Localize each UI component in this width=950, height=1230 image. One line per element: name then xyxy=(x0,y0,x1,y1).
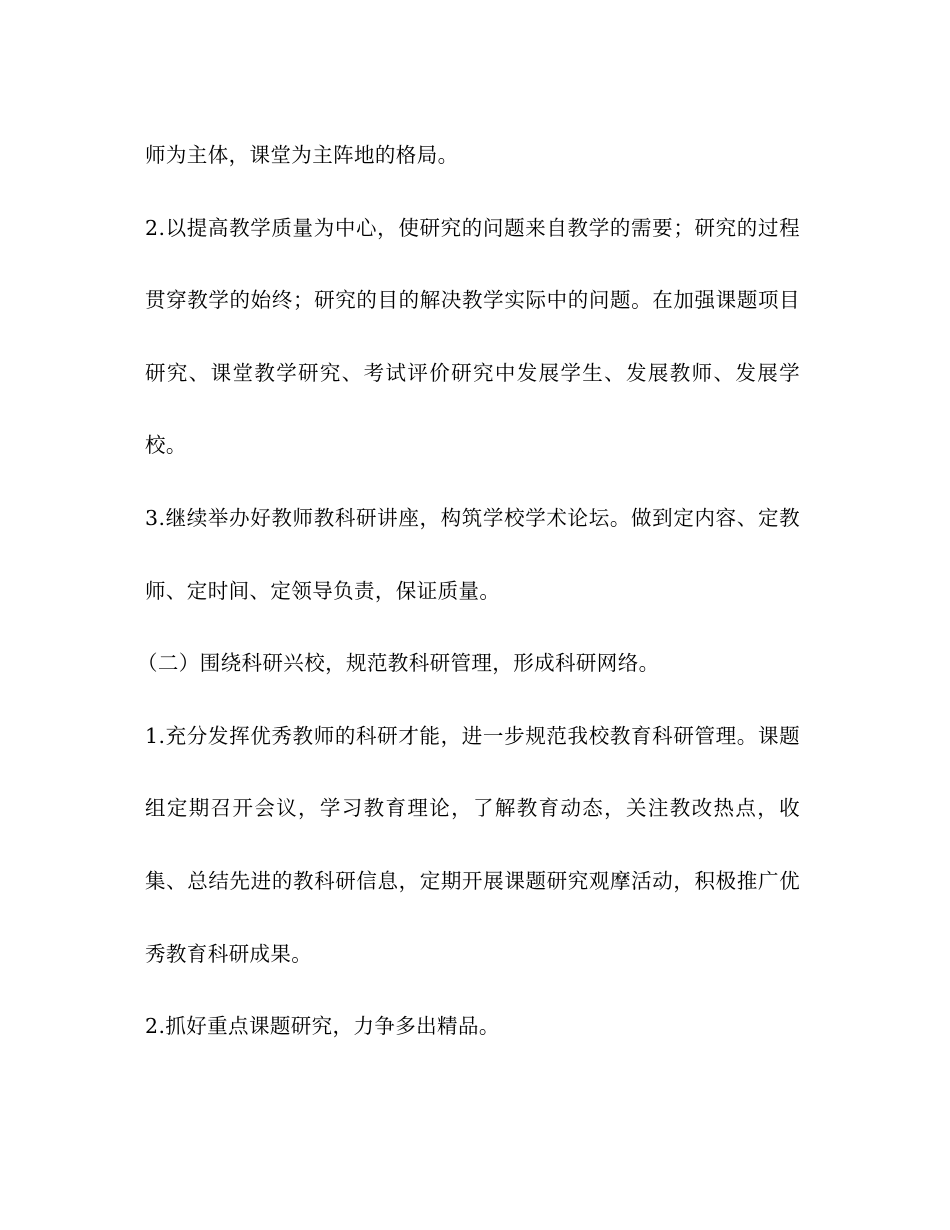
paragraph-item-3-lectures: 3.继续举办好教师教科研讲座，构筑学校学术论坛。做到定内容、定教师、定时间、定领导负责，保证质量。 xyxy=(145,505,800,603)
paragraph-intro-continuation: 师为主体，课堂为主阵地的格局。 xyxy=(145,143,459,167)
section-heading-research-management: （二）围绕科研兴校，规范教科研管理，形成科研网络。 xyxy=(137,651,660,676)
paragraph-item-2-teaching-quality: 2.以提高教学质量为中心，使研究的问题来自教学的需要；研究的过程贯穿教学的始终；研究的目的解决教学实际中的问题。在加强课题项目研究、课堂教学研究、考试评价研究中发展学生、发展教师、发展学校。 xyxy=(145,215,800,458)
paragraph-item-1-research-talent: 1.充分发挥优秀教师的科研才能，进一步规范我校教育科研管理。课题组定期召开会议，学习教育理论，了解教育动态，关注教改热点，收集、总结先进的教科研信息，定期开展课题研究观摩活动，积极推广优秀教育科研成果。 xyxy=(145,723,800,966)
paragraph-item-2-key-topics: 2.抓好重点课题研究，力争多出精品。 xyxy=(145,1014,500,1039)
document-body xyxy=(137,119,800,1063)
